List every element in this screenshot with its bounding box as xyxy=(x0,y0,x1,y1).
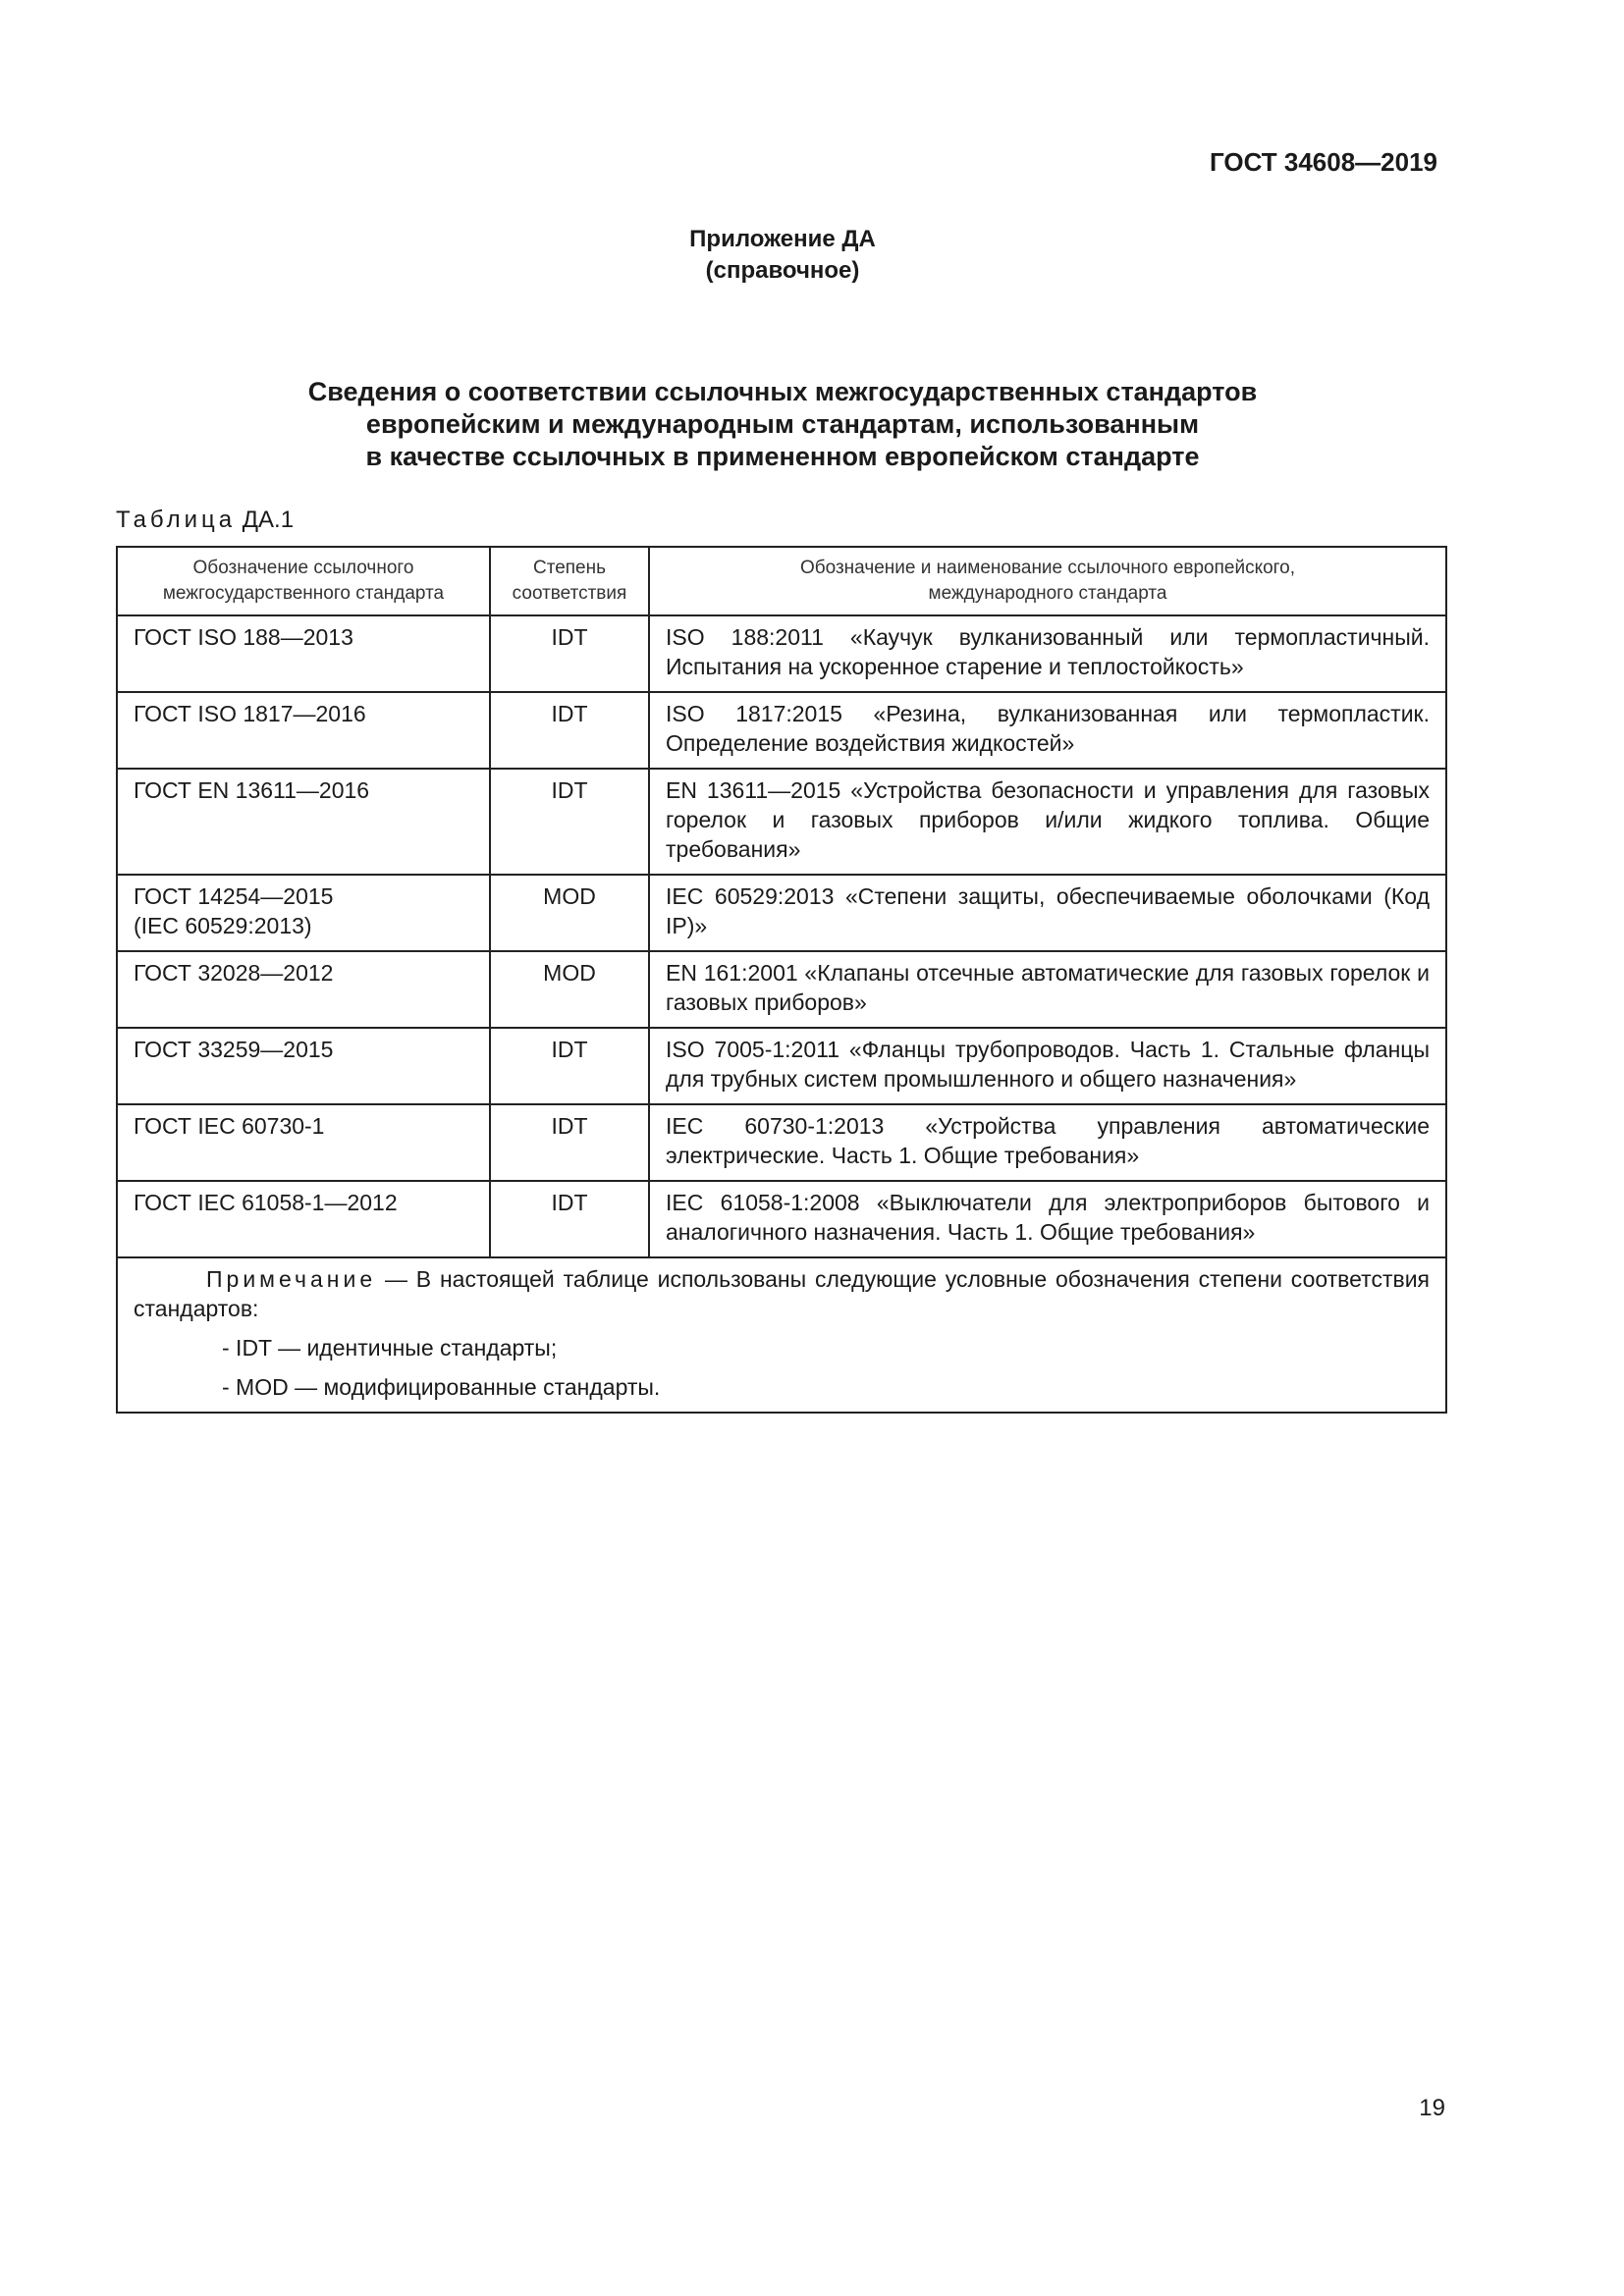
gost-designation-equivalent: (IEC 60529:2013) xyxy=(134,913,312,938)
page-number: 19 xyxy=(1419,2095,1445,2121)
heading-line: в качестве ссылочных в примененном европейском стандарте xyxy=(365,442,1200,471)
annex-heading xyxy=(0,376,1565,473)
reference-cell: ISO 7005-1:2011 «Фланцы трубопроводов. Часть 1. Стальные фланцы для трубных систем промышленного и общего назначения» xyxy=(649,1028,1446,1104)
reference-cell: ISO 188:2011 «Каучук вулканизованный или термопластичный. Испытания на ускоренное старение и теплостойкость» xyxy=(649,615,1446,692)
degree-cell: MOD xyxy=(490,951,649,1028)
table-row xyxy=(117,615,1446,692)
document-code: ГОСТ 34608—2019 xyxy=(1210,147,1437,177)
table-row xyxy=(117,1181,1446,1257)
column-header-reference xyxy=(649,547,1446,615)
annex-title xyxy=(0,224,1565,287)
reference-cell: ISO 1817:2015 «Резина, вулканизованная или термопластик. Определение воздействия жидкостей» xyxy=(649,692,1446,769)
gost-cell: ГОСТ 32028—2012 xyxy=(117,951,490,1028)
note-text: — В настоящей таблице использованы следующие условные обозначения степени соответствия стандартов: xyxy=(134,1266,1431,1321)
table-caption xyxy=(116,507,294,534)
header-text: межгосударственного стандарта xyxy=(162,583,445,604)
degree-cell: IDT xyxy=(490,615,649,692)
column-header-gost xyxy=(117,547,490,615)
heading-line: Сведения о соответствии ссылочных межгосударственных стандартов xyxy=(307,377,1258,406)
header-text: международного стандарта xyxy=(928,583,1167,604)
header-text: Обозначение и наименование ссылочного европейского, xyxy=(799,558,1296,578)
reference-table xyxy=(116,546,1447,1414)
degree-cell: IDT xyxy=(490,1028,649,1104)
gost-cell: ГОСТ 33259—2015 xyxy=(117,1028,490,1104)
header-text: соответствия xyxy=(512,583,627,604)
heading-line: европейским и международным стандартам, использованным xyxy=(365,409,1200,439)
gost-cell: ГОСТ IEC 60730-1 xyxy=(117,1104,490,1181)
header-text: Степень xyxy=(532,558,607,578)
degree-cell: IDT xyxy=(490,1181,649,1257)
table-row xyxy=(117,951,1446,1028)
gost-cell: ГОСТ EN 13611—2016 xyxy=(117,769,490,875)
column-header-degree xyxy=(490,547,649,615)
annex-label: Приложение ДА xyxy=(689,226,876,252)
note-list-item: - MOD — модифицированные стандарты. xyxy=(222,1374,661,1400)
table-caption-number: ДА.1 xyxy=(242,507,295,533)
reference-cell: EN 161:2001 «Клапаны отсечные автоматические для газовых горелок и газовых приборов» xyxy=(649,951,1446,1028)
gost-cell: ГОСТ ISO 1817—2016 xyxy=(117,692,490,769)
reference-cell: EN 13611—2015 «Устройства безопасности и управления для газовых горелок и газовых приборов и/или жидкого топлива. Общие требования» xyxy=(649,769,1446,875)
reference-cell: IEC 60529:2013 «Степени защиты, обеспечиваемые оболочками (Код IP)» xyxy=(649,875,1446,951)
degree-cell: MOD xyxy=(490,875,649,951)
table-header-row xyxy=(117,547,1446,615)
table-caption-word: Таблица xyxy=(116,507,237,533)
degree-cell: IDT xyxy=(490,769,649,875)
gost-cell: ГОСТ ISO 188—2013 xyxy=(117,615,490,692)
reference-cell: IEC 60730-1:2013 «Устройства управления автоматические электрические. Часть 1. Общие требования» xyxy=(649,1104,1446,1181)
gost-cell xyxy=(117,875,490,951)
table-row xyxy=(117,875,1446,951)
note-list-item: - IDT — идентичные стандарты; xyxy=(222,1335,558,1361)
table-row xyxy=(117,769,1446,875)
table-row xyxy=(117,1104,1446,1181)
degree-cell: IDT xyxy=(490,692,649,769)
table-note-row xyxy=(117,1257,1446,1413)
table-row xyxy=(117,692,1446,769)
table-note xyxy=(117,1257,1446,1413)
degree-cell: IDT xyxy=(490,1104,649,1181)
note-paragraph xyxy=(134,1264,1430,1323)
annex-type: (справочное) xyxy=(705,257,860,284)
gost-designation: ГОСТ 14254—2015 xyxy=(134,883,334,909)
gost-cell: ГОСТ IEC 61058-1—2012 xyxy=(117,1181,490,1257)
table-row xyxy=(117,1028,1446,1104)
header-text: Обозначение ссылочного xyxy=(192,558,414,578)
reference-cell: IEC 61058-1:2008 «Выключатели для электроприборов бытового и аналогичного назначения. Часть 1. Общие требования» xyxy=(649,1181,1446,1257)
note-label: Примечание xyxy=(206,1266,377,1292)
